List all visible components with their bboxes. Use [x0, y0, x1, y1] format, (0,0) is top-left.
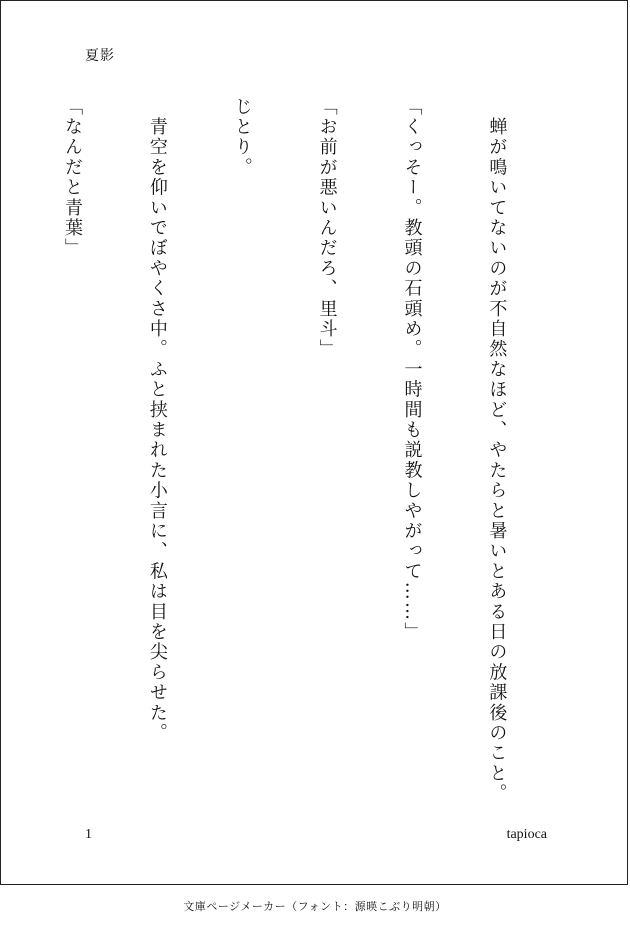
page-number: 1	[85, 827, 92, 842]
footer-credit: 文庫ページメーカー（フォント：源暎こぶり明朝）	[183, 900, 447, 913]
text-line: じとり。	[231, 97, 253, 178]
text-line: 「お前が悪いんだろ、里斗」	[316, 97, 338, 360]
text-line: 「くっそー。教頭の石頭め。一時間も説教しやがって……」	[401, 97, 423, 643]
vertical-text-body	[0, 97, 567, 817]
author-name: tapioca	[506, 827, 547, 842]
text-line: 蝉が鳴いてないのが不自然なほど、やたらと暑いとある日の放課後のこと。	[486, 97, 508, 804]
text-line: 「なんだと青葉」	[61, 97, 83, 259]
page-title: 夏影	[85, 48, 115, 64]
text-line: 青空を仰いでぼやくさ中。ふと挟まれた小言に、私は目を尖らせた。	[146, 97, 168, 744]
text-line	[0, 97, 1, 817]
